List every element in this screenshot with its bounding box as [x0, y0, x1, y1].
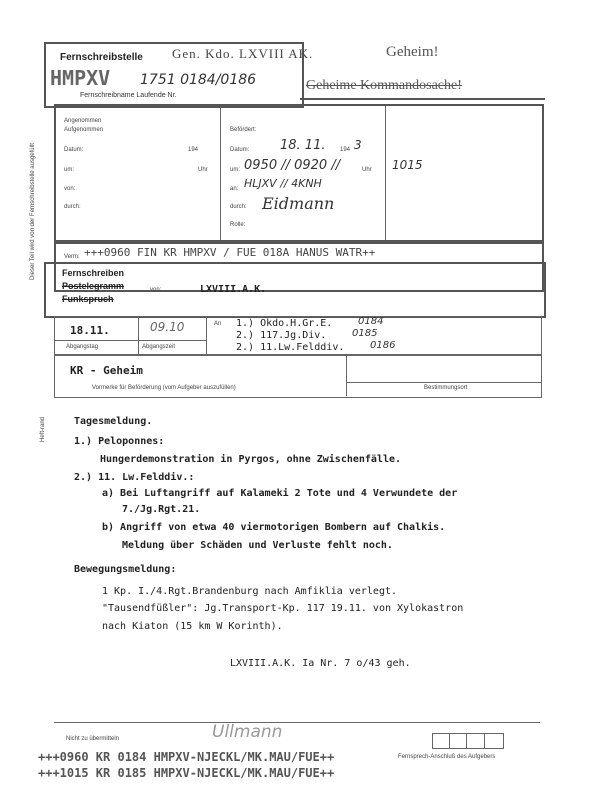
gkdos-label: Geheime Kommandosache! [306, 78, 462, 93]
forwarded-year-suffix: 3 [354, 138, 362, 152]
recipient-2-number: 0185 [352, 328, 378, 339]
forwarded-right-value: 1015 [392, 158, 423, 172]
message-line-3: 2.) 11. Lw.Felddiv.: [74, 472, 195, 483]
forwarded-year: 194 [340, 147, 351, 153]
message-line-9: 1 Kp. I./4.Rgt.Brandenburg nach Amfiklia verlegt. [102, 586, 398, 597]
dispatch-date: 18.11. [70, 324, 110, 337]
received-date-label: Datum: [64, 147, 84, 153]
recipient-2: 2.) 117.Jg.Div. [236, 330, 327, 341]
phone-label: Fernsprech-Anschluß des Aufgebers [398, 754, 496, 760]
forwarded-uhr-label: Uhr [362, 167, 372, 173]
margin-note: Dieser Teil wird von der Fernschreibstelle ausgefüllt [30, 143, 36, 280]
vermerk-label: Verm: [64, 254, 80, 260]
margin-note-heftrand: Heft-rand [40, 416, 46, 442]
message-line-5: 7./Jg.Rgt.21. [122, 504, 201, 515]
received-uhr-label: Uhr [198, 167, 208, 173]
recipient-1-number: 0184 [358, 316, 384, 327]
phone-boxes [432, 733, 504, 749]
signature: Ullmann [212, 722, 283, 742]
message-line-2: Hungerdemonstration in Pyrgos, ohne Zwischenfälle. [100, 454, 402, 465]
dispatch-time-label: Abgangszeit [142, 344, 176, 350]
priority-note: Vormerke für Beförderung (vom Aufgeber auszufüllen) [92, 385, 236, 391]
forwarded-by-label: durch: [230, 204, 247, 210]
phone-box-div-2 [466, 733, 467, 748]
message-line-10: "Tausendfüßler": Jg.Transport-Kp. 117 19.11. von Xylokastron [102, 603, 464, 614]
type-funkspruch: Funkspruch [62, 294, 114, 304]
received-from-label: von: [64, 186, 76, 192]
message-line-1: 1.) Peloponnes: [74, 436, 165, 447]
station-code: HMPXV [50, 66, 111, 90]
message-line-11: nach Kiaton (15 km W Korinth). [102, 621, 283, 632]
forwarded-date-label: Datum: [230, 147, 250, 153]
recorded-label: Aufgenommen [64, 127, 104, 133]
forwarded-label: Befördert: [230, 127, 257, 133]
forwarded-to: HLJXV // 4KNH [244, 177, 322, 190]
name-label: Fernschreibname Laufende Nr. [80, 92, 177, 99]
forwarded-role-label: Rolle: [230, 222, 246, 228]
transmission-box [54, 104, 544, 244]
dispatch-div-2 [206, 316, 207, 354]
priority-rule [346, 382, 541, 383]
message-line-6: b) Angriff von etwa 40 viermotorigen Bombern auf Chalkis. [102, 522, 446, 533]
message-line-8: Bewegungsmeldung: [74, 564, 177, 575]
sender-value: LXVIII.A.K. [200, 284, 267, 295]
received-label: Angenommen [64, 118, 102, 124]
message-line-7: Meldung über Schäden und Verluste fehlt noch. [122, 540, 393, 551]
station-label: Fernschreibstelle [60, 52, 143, 63]
type-fernschreiben: Fernschreiben [62, 268, 125, 278]
dispatch-div-1 [138, 316, 139, 354]
priority-value: KR - Geheim [70, 364, 143, 377]
message-reference: LXVIII.A.K. Ia Nr. 7 o/43 geh. [230, 658, 411, 669]
geheim-label: Geheim! [386, 44, 439, 60]
message-line-4: a) Bei Luftangriff auf Kalameki 2 Tote und 4 Verwundete der [102, 488, 458, 499]
phone-box-div-1 [449, 733, 450, 748]
dispatch-label-rule [54, 340, 206, 341]
divider-1 [220, 106, 221, 240]
forwarded-time-label: um: [230, 167, 241, 173]
recipient-3-number: 0186 [370, 340, 396, 351]
dispatch-an-label: An [214, 321, 222, 327]
forwarded-time: 0950 // 0920 // [244, 158, 341, 173]
dispatch-date-label: Abgangstag [66, 344, 99, 350]
not-transmit-label: Nicht zu übermitteln [66, 736, 120, 742]
forwarded-by: Eidmann [262, 194, 335, 213]
recipient-3: 2.) 11.Lw.Felddiv. [236, 342, 345, 353]
received-year: 194 [188, 147, 199, 153]
forwarded-to-label: an: [230, 186, 239, 192]
serial-number: 1751 0184/0186 [140, 72, 257, 88]
priority-div [346, 354, 347, 396]
header-rule [300, 98, 545, 100]
dispatch-time: 09.10 [150, 320, 185, 334]
vermerk-teletype: +++0960 FIN KR HMPXV / FUE 018A HANUS WATR++ [84, 246, 376, 259]
sender-label: von: [150, 287, 162, 293]
type-postelegramm: Postelegramm [62, 281, 125, 291]
message-heading: Tagesmeldung. [74, 416, 153, 427]
footer-rule [54, 722, 540, 723]
footer-teletype-2: +++1015 KR 0185 HMPXV-NJECKL/MK.MAU/FUE++ [38, 766, 335, 780]
received-time-label: um: [64, 167, 75, 173]
recipient-1: 1.) Okdo.H.Gr.E. [236, 318, 333, 329]
destination-label: Bestimmungsort [424, 385, 468, 391]
received-by-label: durch: [64, 204, 81, 210]
phone-box-div-3 [484, 733, 485, 748]
forwarded-date: 18. 11. [280, 138, 326, 153]
divider-2 [385, 106, 386, 240]
gen-kdo-stamp: Gen. Kdo. LXVIII AK. [172, 46, 314, 61]
footer-teletype-1: +++0960 KR 0184 HMPXV-NJECKL/MK.MAU/FUE++ [38, 750, 335, 764]
